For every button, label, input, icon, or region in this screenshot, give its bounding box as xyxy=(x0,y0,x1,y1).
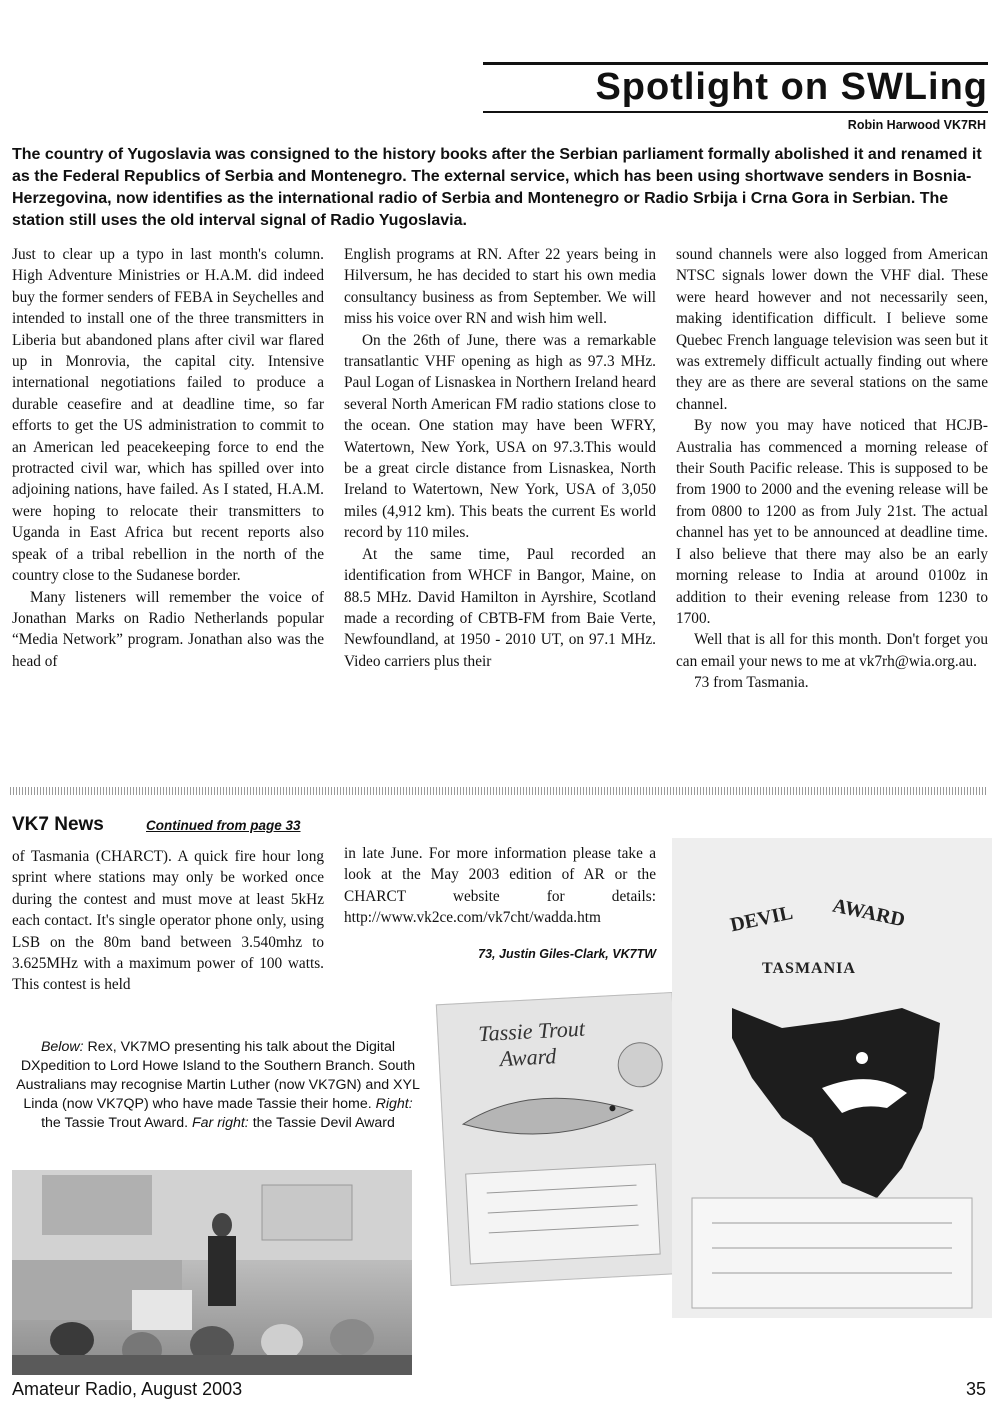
devil-award-state: TASMANIA xyxy=(762,960,856,977)
meeting-photo xyxy=(12,1170,412,1375)
caption-text-far-right: the Tassie Devil Award xyxy=(248,1115,395,1131)
paragraph: Many listeners will remember the voice of Jonathan Marks on Radio Netherlands popular “Media Network” program. Jonathan also was the head of xyxy=(12,588,324,670)
caption-label-far-right: Far right: xyxy=(191,1115,249,1131)
author-byline: Robin Harwood VK7RH xyxy=(847,118,986,132)
photo-caption xyxy=(12,1038,424,1133)
news-column-2: in late June. For more information please take a look at the May 2003 edition of AR or the CHARCT website for details: http://www.vk2ce.com/vk7cht/wadda.htm xyxy=(344,845,656,927)
section-divider xyxy=(10,787,988,795)
devil-award-right-text: AWARD xyxy=(830,894,907,932)
paragraph: sound channels were also logged from American NTSC signals lower down the VHF dial. These were heard however and not necessarily seen, making identification difficult. I believe some Quebec French language television was seen but it was extremely difficult actually finding out where they are as there are several stations on the same channel. xyxy=(676,246,988,413)
paragraph: Just to clear up a typo in last month's column. High Adventure Ministries or H.A.M. did indeed buy the former senders of FEBA in Seychelles and intended to install one of the three transmitters in Liberia but abandoned plans after civil war flared up in Monrovia, the capital city. Intensive international negotiations failed to produce a durable ceasefire and at deadline time, so far efforts to get the US administration to commit to an American led peacekeeping force to end the protracted civil war, which has spilled over into adjoining nations, have failed. As I stated, H.A.M. were hoping to relocate their transmitters to Uganda in East Africa but recent reports also speak of a tribal rebellion in the north of the country close to the Sudanese border. xyxy=(12,246,324,585)
intro-paragraph: The country of Yugoslavia was consigned to the history books after the Serbian parliament formally abolished it and renamed it as the Federal Republics of Serbia and Montenegro. The external service, which has been using shortwave senders in Bosnia- Herzegovina, now identifies as the international radio of Serbia and Montenegro or Radio Srbija i Crna Gora in Serbian. The station still uses the old interval signal of Radio Yugoslavia. xyxy=(12,146,982,229)
devil-award-image xyxy=(672,838,992,1318)
devil-award-left-text: DEVIL xyxy=(728,901,795,937)
article-column-2 xyxy=(344,244,656,672)
footer-publication: Amateur Radio, August 2003 xyxy=(12,1379,243,1399)
trout-award-title: Tassie Trout xyxy=(477,1015,586,1047)
paragraph: 73 from Tasmania. xyxy=(694,674,809,692)
paragraph: On the 26th of June, there was a remarkable transatlantic VHF opening as high as 97.3 MHz. Paul Logan of Lisnaskea in Northern Ireland heard several North American FM radio stations close to the ocean. One station may have been WFRY, Watertown, New York, USA on 97.3.This would be a great circle distance from Lisnaskea, North Ireland to Watertown, New York, USA of 3,050 miles (4,912 km). This beats the current Es world record by 110 miles. xyxy=(344,331,656,542)
caption-label-below: Below: xyxy=(40,1039,84,1055)
news-column-1: of Tasmania (CHARCT). A quick fire hour long sprint where stations may only be worked once during the contest and must move at least 5kHz each contact. It's single operator phone only, using LSB on the 80m band between 3.540mhz to 3.625MHz with a maximum power of 100 watts. This contest is held xyxy=(12,848,324,994)
caption-text-below: Rex, VK7MO presenting his talk about the Digital DXpedition to Lord Howe Island to the Southern Branch. South Australians may recognise Martin Luther (now VK7GN) and XYL Linda (now VK7QP) who have made Tassie their home. xyxy=(16,1039,420,1112)
news-signoff: 73, Justin Giles-Clark, VK7TW xyxy=(478,947,656,961)
page-title: Spotlight on SWLing xyxy=(595,66,988,108)
page-number: 35 xyxy=(965,1379,986,1399)
caption-label-right: Right: xyxy=(375,1096,413,1112)
news-heading: VK7 News xyxy=(12,814,104,835)
caption-text-right: the Tassie Trout Award. xyxy=(41,1115,192,1131)
article-column-3 xyxy=(676,244,988,694)
trout-illustration xyxy=(437,993,686,1285)
title-underline xyxy=(483,111,988,113)
paragraph: Well that is all for this month. Don't forget you can email your news to me at vk7rh@wia.org.au. xyxy=(676,631,988,670)
meeting-photo-illustration xyxy=(12,1170,412,1375)
tasmania-devil-map xyxy=(672,838,992,1318)
paragraph: By now you may have noticed that HCJB-Australia has commenced a morning release of their South Pacific release. This is supposed to be from 1900 to 2000 and the evening release will be from 0800 to 1200 as from July 21st. The actual channel has yet to be announced at deadline time. I also believe that there may also be an early morning release to India at around 0100z in addition to their evening release from 1230 to 1700. xyxy=(676,417,988,627)
paragraph: At the same time, Paul recorded an identification from WHCF in Bangor, Maine, on 88.5 MHz. David Hamilton in Ayrshire, Scotland made a recording of CBTB-FM from Baie Verte, Newfoundland, at 1950 - 2010 UT, on 97.1 MHz. Video carriers plus their xyxy=(344,545,656,670)
trout-award-image xyxy=(436,992,687,1286)
article-column-1 xyxy=(12,244,324,672)
trout-award-subtitle: Award xyxy=(499,1043,557,1072)
paragraph: English programs at RN. After 22 years being in Hilversum, he has decided to start his own media consultancy business as from September. We will miss his voice over RN and wish him well. xyxy=(344,246,656,328)
continued-note: Continued from page 33 xyxy=(146,818,301,833)
